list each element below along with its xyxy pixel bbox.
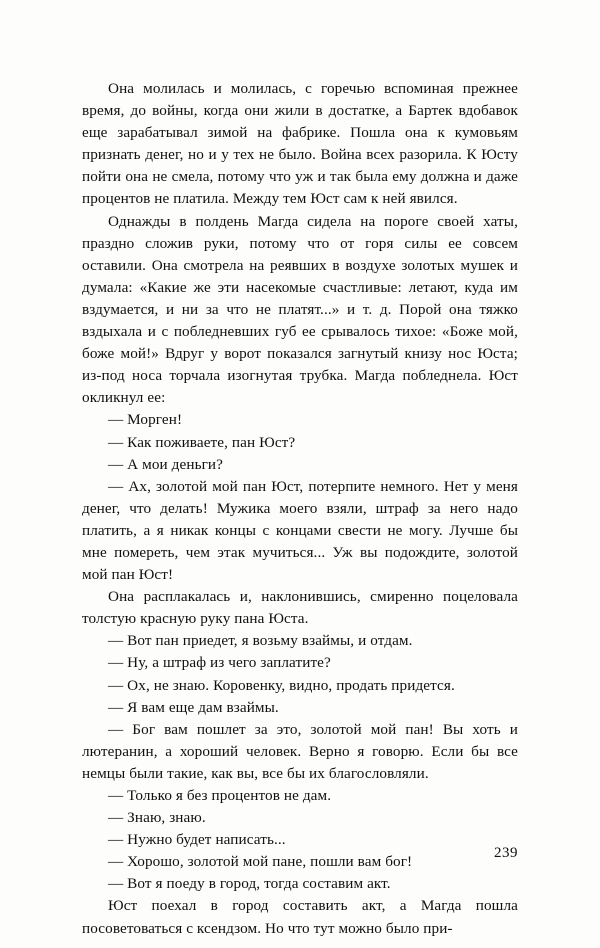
dialogue-line: — Вот я поеду в город, тогда составим акт. [108, 875, 391, 893]
dialogue-line: — Нужно будет написать... [108, 831, 286, 849]
dialogue-line: — Ах, золотой мой пан Юст, потерпите немного. Нет у меня денег, что делать! Мужика моего взяли, штраф за него надо платить, а я никак концы с концами свести не могу. Лучше бы мне помереть, чем этак мучиться... Уж вы подождите, золотой мой пан Юст! [82, 477, 518, 584]
page-text-block [82, 78, 518, 940]
page-number: 239 [494, 845, 518, 861]
dialogue-line: — Морген! [108, 411, 183, 429]
body-paragraph: Однажды в полдень Магда сидела на пороге своей хаты, праздно сложив руки, потому что от горя силы ее совсем оставили. Она смотрела на реявших в воздухе золотых мушек и думала: «Какие же эти насекомые счастливые: летают, куда им вздумается, и ни за что не платят...» и т. д. Порой она тяжко вздыхала и с побледневших губ ее срывалось тихое: «Боже мой, боже мой!» Вдруг у ворот показался загнутый книзу нос Юста; из-под носа торчала изогнутая трубка. Магда побледнела. Юст окликнул ее: [82, 212, 518, 407]
dialogue-line: — Как поживаете, пан Юст? [108, 433, 296, 451]
dialogue-line: — А мои деньги? [108, 455, 223, 473]
body-paragraph: Она молилась и молилась, с горечью вспоминая прежнее время, до войны, когда они жили в достатке, а Бартек вдобавок еще зарабатывал зимой на фабрике. Пошла она к кумовьям признать денег, но и у тех не было. Война всех разорила. К Юсту пойти она не смела, потому что уж и так была ему должна и даже процентов не платила. Между тем Юст сам к ней явился. [82, 80, 518, 208]
body-paragraph: Юст поехал в город составить акт, а Магда пошла посоветоваться с ксендзом. Но что тут можно было при- [82, 897, 518, 937]
dialogue-line: — Ну, а штраф из чего заплатите? [108, 654, 331, 672]
dialogue-line: — Бог вам пошлет за это, золотой мой пан! Вы хоть и лютеранин, а хороший человек. Верно я говорю. Если бы все немцы были такие, как вы, все бы их благословляли. [82, 720, 518, 782]
dialogue-line: — Только я без процентов не дам. [108, 787, 332, 804]
body-paragraph: Она расплакалась и, наклонившись, смиренно поцеловала толстую красную руку пана Юста. [82, 588, 518, 628]
dialogue-line: — Я вам еще дам взаймы. [108, 698, 279, 716]
dialogue-line: — Хорошо, золотой мой пане, пошли вам бог! [108, 853, 413, 871]
dialogue-line: — Ох, не знаю. Коровенку, видно, продать придется. [108, 676, 455, 694]
dialogue-line: — Вот пан приедет, я возьму взаймы, и отдам. [108, 632, 413, 650]
dialogue-line: — Знаю, знаю. [108, 809, 206, 827]
